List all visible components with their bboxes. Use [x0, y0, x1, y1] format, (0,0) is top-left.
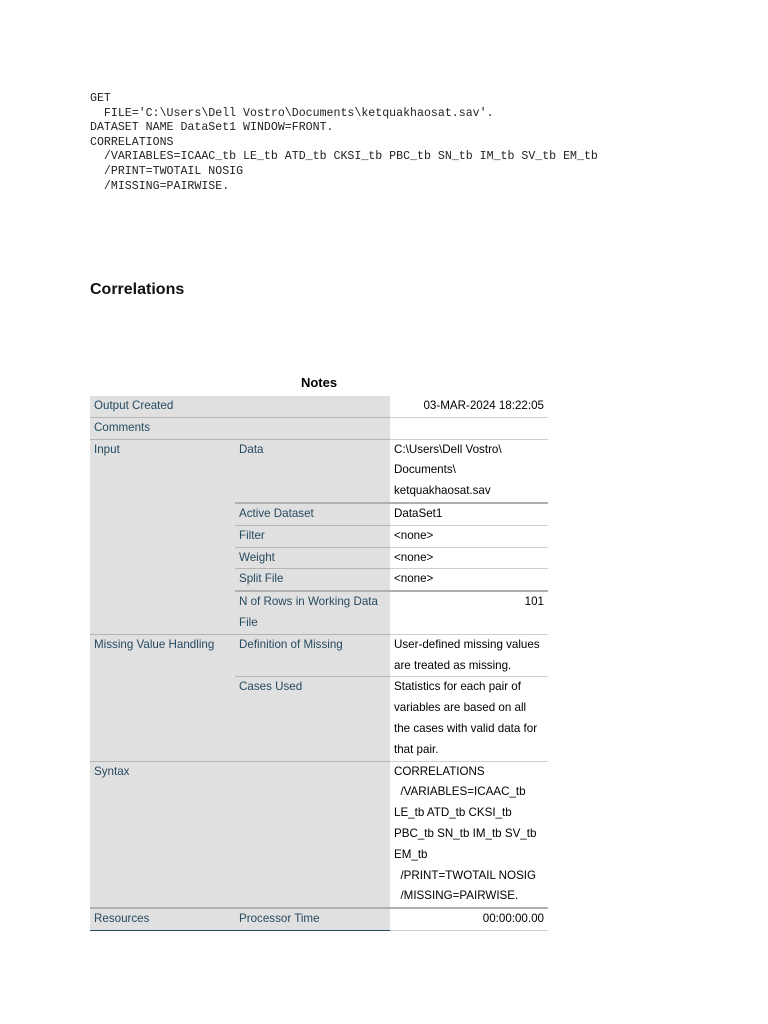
notes-table-title: Notes — [300, 375, 338, 390]
table-row — [90, 761, 548, 908]
active-dataset-value: DataSet1 — [390, 503, 548, 525]
syntax-line: /MISSING=PAIRWISE. — [90, 179, 230, 193]
definition-of-missing-label: Definition of Missing — [235, 634, 390, 677]
section-heading: Correlations — [90, 281, 185, 298]
processor-time-label: Processor Time — [235, 908, 390, 930]
missing-value-handling-label: Missing Value Handling — [90, 634, 235, 761]
input-label: Input — [90, 439, 235, 634]
active-dataset-label: Active Dataset — [235, 503, 390, 525]
definition-of-missing-value: User-defined missing values are treated as missing. — [390, 634, 548, 677]
cases-used-value: Statistics for each pair of variables are based on all the cases with valid data for that pair. — [390, 677, 548, 761]
syntax-label: Syntax — [90, 761, 390, 908]
filter-label: Filter — [235, 525, 390, 547]
syntax-block — [90, 92, 598, 194]
filter-value: <none> — [390, 525, 548, 547]
n-rows-label: N of Rows in Working Data File — [235, 591, 390, 634]
table-row — [90, 417, 548, 439]
n-rows-value: 101 — [390, 591, 548, 634]
weight-label: Weight — [235, 547, 390, 569]
cases-used-label: Cases Used — [235, 677, 390, 761]
syntax-line: /VARIABLES=ICAAC_tb LE_tb ATD_tb CKSI_tb PBC_tb SN_tb IM_tb SV_tb EM_tb — [90, 150, 598, 164]
comments-value — [390, 417, 548, 439]
syntax-value: CORRELATIONS /VARIABLES=ICAAC_tb LE_tb ATD_tb CKSI_tb PBC_tb SN_tb IM_tb SV_tb EM_tb /PRINT=TWOTAIL NOSIG /MISSING=PAIRWISE. — [390, 761, 548, 908]
table-row — [90, 908, 548, 930]
data-label: Data — [235, 439, 390, 503]
notes-table — [90, 396, 548, 931]
resources-label: Resources — [90, 908, 235, 930]
table-row — [90, 634, 548, 677]
table-row — [90, 439, 548, 503]
split-file-label: Split File — [235, 569, 390, 591]
split-file-value: <none> — [390, 569, 548, 591]
output-created-label: Output Created — [90, 396, 390, 417]
comments-label: Comments — [90, 417, 390, 439]
table-row — [90, 396, 548, 417]
syntax-line: GET — [90, 92, 111, 105]
data-value: C:\Users\Dell Vostro\ Documents\ ketquakhaosat.sav — [390, 439, 548, 503]
syntax-line: /PRINT=TWOTAIL NOSIG — [90, 164, 244, 178]
syntax-line: CORRELATIONS — [90, 135, 174, 149]
weight-value: <none> — [390, 547, 548, 569]
processor-time-value: 00:00:00.00 — [390, 908, 548, 930]
output-created-value: 03-MAR-2024 18:22:05 — [390, 396, 548, 417]
syntax-line: DATASET NAME DataSet1 WINDOW=FRONT. — [90, 121, 334, 135]
syntax-line: FILE='C:\Users\Dell Vostro\Documents\ketquakhaosat.sav'. — [90, 106, 494, 120]
